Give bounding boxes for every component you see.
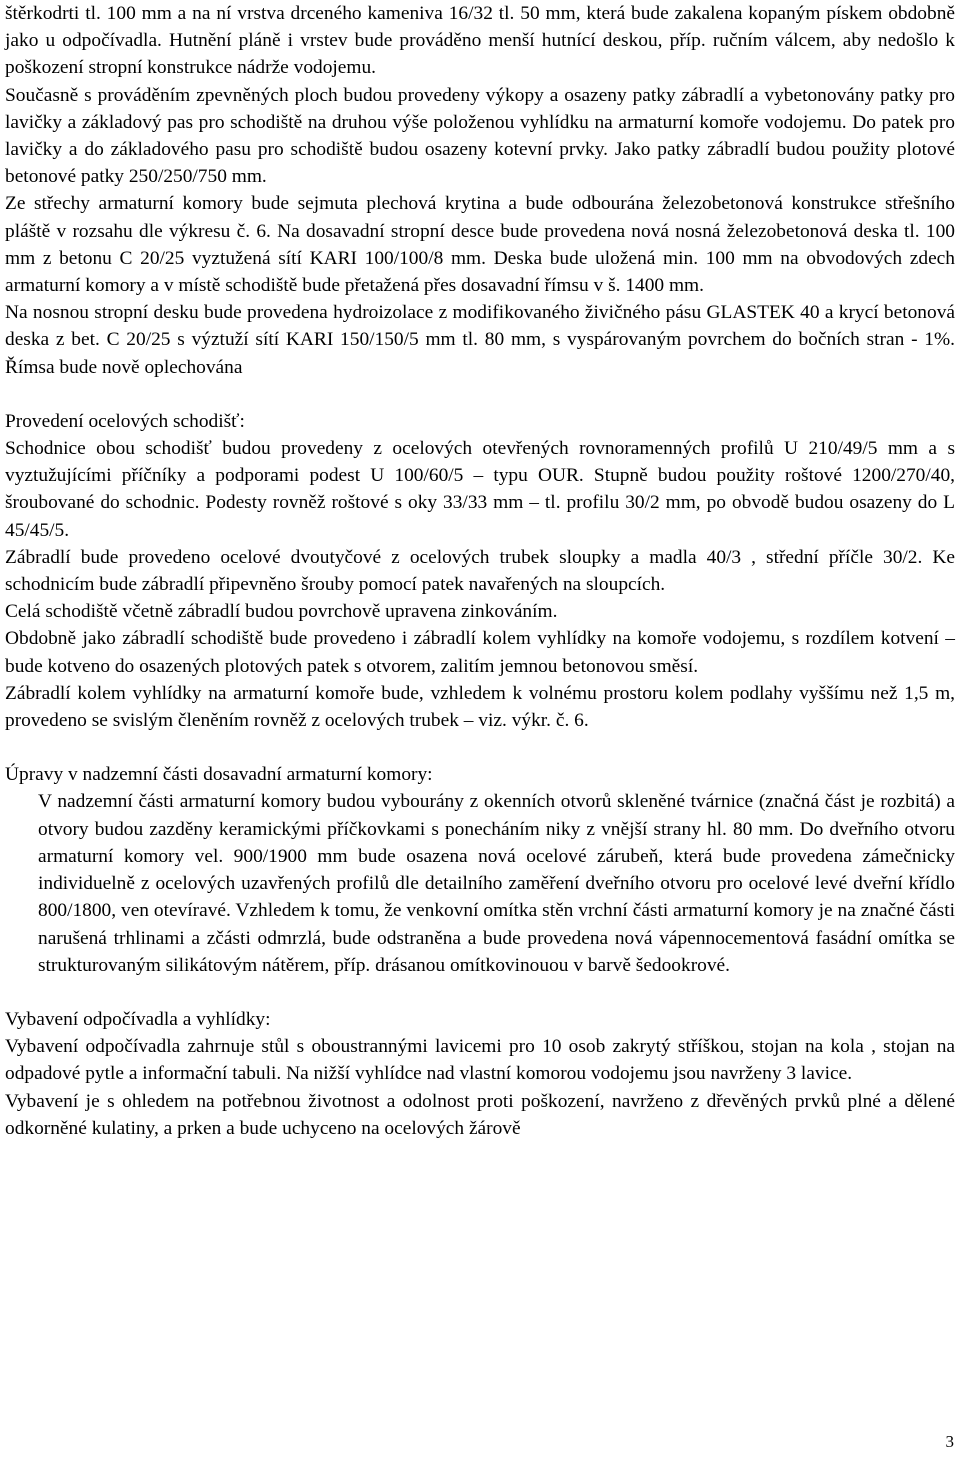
paragraph-stair-railing: Zábradlí bude provedeno ocelové dvoutyčové z ocelových trubek sloupky a madla 40/3 , střední příčle 30/2. Ke schodnicím bude zábradlí připevněno šrouby pomocí patek navařených na sloupcích. (5, 546, 955, 596)
paragraph-valve-chamber-works: V nadzemní části armaturní komory budou vybourány z okenních otvorů skleněné tvárnice (značná část je rozbitá) a otvory budou zazděny keramickými příčkovkami s ponecháním niky z vnější strany hl. 80 mm. Do dveřního otvoru armaturní komory vel. 900/1900 mm bude osazena nová ocelové zárubeň, která bude provedena zámečnicky individuelně z ocelových uzavřených profilů dle detailního zaměření dveřního otvoru pro ocelové levé dveřní křídlo 800/1800, ven otevíravé. Vzhledem k tomu, že venkovní omítka stěn vrchní části armaturní komory je na značné části narušená trhlinami a zčásti odmrzlá, bude odstraněna a bude provedena nová vápennocementová fasádní omítka se strukturovaným silikátovým nátěrem, příp. drásanou omítkovinouou v barvě šedookrové. (38, 791, 955, 976)
paragraph-spacer (5, 979, 955, 1006)
section-heading-steel-stairs: Provedení ocelových schodišť: (5, 410, 245, 432)
section-heading-valve-chamber: Úpravy v nadzemní části dosavadní armaturní komory: (5, 764, 433, 786)
document-page (5, 0, 955, 1142)
paragraph-roof-slab: Ze střechy armaturní komory bude sejmuta plechová krytina a bude odbourána železobetonová konstrukce střešního pláště v rozsahu dle výkresu č. 6. Na dosavadní stropní desce bude provedena nová nosná železobetonová deska tl. 100 mm z betonu C 20/25 vyztužená sítí KARI 100/100/8 mm. Deska bude uložená min. 100 mm na obvodových zdech armaturní komory a v místě schodiště bude přetažená přes dosavadní římsu v š. 1400 mm. (5, 193, 955, 297)
section-heading-equipment: Vybavení odpočívadla a vyhlídky: (5, 1008, 271, 1030)
paragraph-chamber-railing: Zábradlí kolem vyhlídky na armaturní komoře bude, vzhledem k volnému prostoru kolem podlahy vyššímu než 1,5 m, provedeno se svislým členěním rovněž z ocelových trubek – viz. výkr. č. 6. (5, 682, 955, 732)
paragraph-spacer (5, 381, 955, 408)
paragraph-waterproofing: Na nosnou stropní desku bude provedena hydroizolace z modifikovaného živičného pásu GLASTEK 40 a krycí betonová deska z bet. C 20/25 s výztuží sítí KARI 150/150/5 mm tl. 80 mm, s vyspárovaným povrchem do bočních stran - 1%. Římsa bude nově oplechována (5, 302, 955, 378)
paragraph-equipment-materials: Vybavení je s ohledem na potřebnou životnost a odolnost proti poškození, navrženo z dřevěných prvků plné a dělené odkorněné kulatiny, a prken a bude uchyceno na ocelových žárově (5, 1090, 955, 1139)
paragraph-spacer (5, 734, 955, 761)
paragraph-rest-area-equipment: Vybavení odpočívadla zahrnuje stůl s oboustrannými lavicemi pro 10 osob zakrytý stříškou, stojan na kola , stojan na odpadové pytle a informační tabuli. Na nižší vyhlídce nad vlastní komorou vodojemu jsou navrženy 3 lavice. (5, 1036, 955, 1085)
page-number: 3 (945, 1432, 954, 1451)
paragraph-galvanizing: Celá schodiště včetně zábradlí budou povrchově upravena zinkováním. (5, 601, 558, 623)
paragraph-stair-stringers: Schodnice obou schodišť budou provedeny z ocelových otevřených rovnoramenných profilů U 210/49/5 mm a s vyztužujícími příčníky a podporami podest U 100/60/5 – typu OUR. Stupně budou použity roštové 1200/270/40, šroubované do schodnic. Podesty rovněž roštové s oky 33/33 mm – tl. profilu 30/2 mm, po obvodě budou osazeny do L 45/45/5. (5, 438, 955, 541)
paragraph-lookout-railing: Obdobně jako zábradlí schodiště bude provedeno i zábradlí kolem vyhlídky na komoře vodojemu, s rozdílem kotvení – bude kotveno do osazených plotových patek s otvorem, zalitím jemnou betonovou směsí. (5, 628, 955, 677)
paragraph-paving-continuation: štěrkodrti tl. 100 mm a na ní vrstva drceného kameniva 16/32 tl. 50 mm, která bude zakalena kopaným pískem obdobně jako u odpočívadla. Hutnění pláně i vrstev bude prováděno menší hutnící deskou, příp. ručním válcem, aby nedošlo k poškození stropní konstrukce nádrže vodojemu. (5, 3, 955, 79)
paragraph-excavations: Současně s prováděním zpevněných ploch budou provedeny výkopy a osazeny patky zábradlí a vybetonovány patky pro lavičky a základový pas pro schodiště na druhou výše položenou vyhlídku na armaturní komoře vodojemu. Do patek pro lavičky a do základového pasu pro schodiště budou osazeny kotevní prvky. Jako patky zábradlí budou použity plotové betonové patky 250/250/750 mm. (5, 84, 955, 188)
